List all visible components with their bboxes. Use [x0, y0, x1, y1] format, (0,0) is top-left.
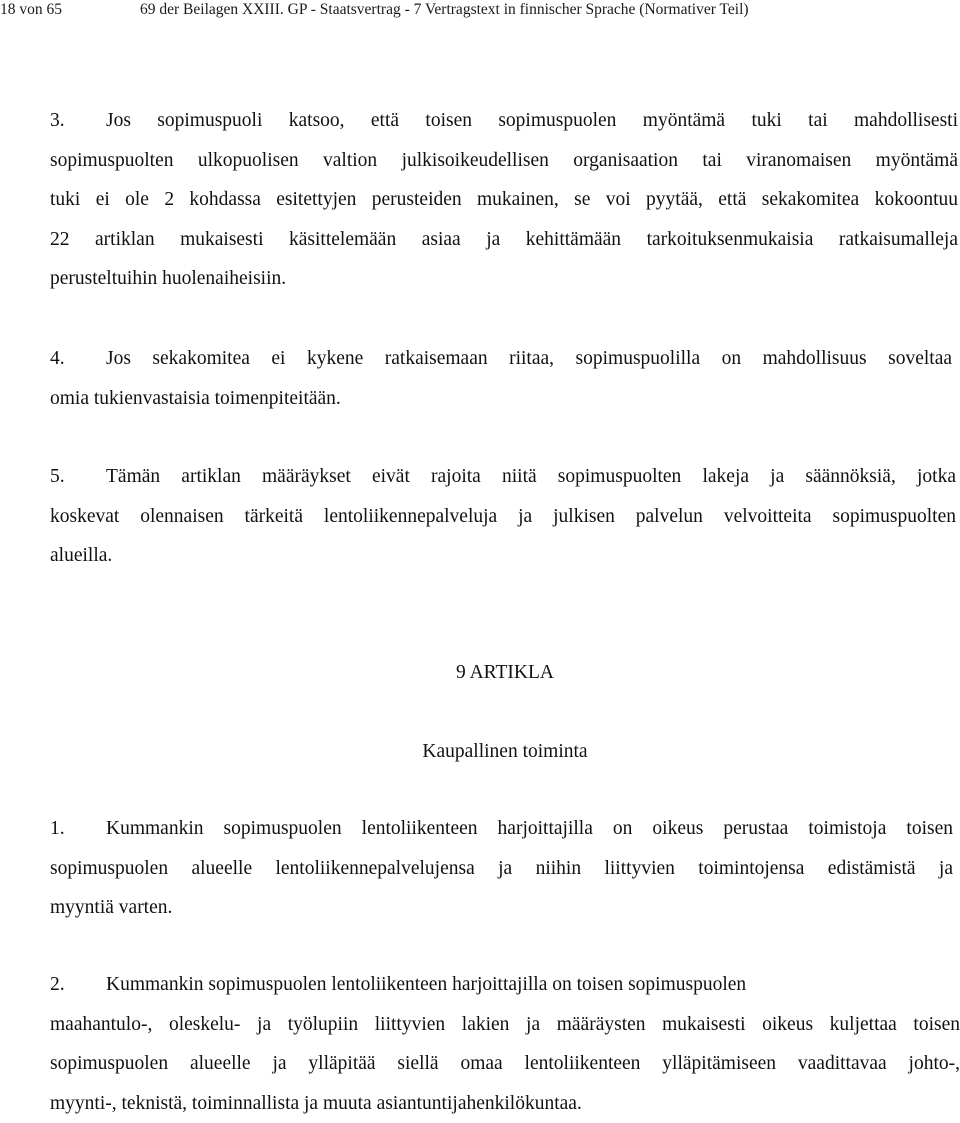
paragraph-line: myynti-, teknistä, toiminnallista ja muuta asiantuntijahenkilökuntaa.	[50, 1084, 960, 1123]
paragraph-line: sopimuspuolen alueelle ja ylläpitää siellä omaa lentoliikenteen ylläpitämiseen vaadittavaa johto-,	[50, 1044, 960, 1084]
article-subheading: Kaupallinen toiminta	[0, 740, 960, 764]
document-title: 69 der Beilagen XXIII. GP - Staatsvertrag - 7 Vertragstext in finnischer Sprache (Normativer Teil)	[140, 0, 749, 20]
paragraph-3	[50, 101, 958, 299]
paragraph-line: 2. Kummankin sopimuspuolen lentoliikenteen harjoittajilla on toisen sopimuspuolen	[50, 965, 960, 1005]
paragraph-number: 3.	[50, 101, 106, 141]
paragraph-line: maahantulo-, oleskelu- ja työlupiin liittyvien lakien ja määräysten mukaisesti oikeus kuljettaa toisen	[50, 1005, 960, 1045]
paragraph-line: sopimuspuolen alueelle lentoliikennepalvelujensa ja niihin liittyvien toimintojensa edistämistä ja	[50, 849, 953, 889]
paragraph-line: omia tukienvastaisia toimenpiteitään.	[50, 379, 952, 419]
article-paragraph-1	[50, 809, 953, 928]
article-paragraph-2	[50, 965, 960, 1123]
paragraph-line: 3. Jos sopimuspuoli katsoo, että toisen sopimuspuolen myöntämä tuki tai mahdollisesti	[50, 101, 958, 141]
paragraph-line: sopimuspuolten ulkopuolisen valtion julkisoikeudellisen organisaation tai viranomaisen myöntämä	[50, 141, 958, 181]
paragraph-5	[50, 457, 956, 576]
paragraph-line: tuki ei ole 2 kohdassa esitettyjen perusteiden mukainen, se voi pyytää, että sekakomitea kokoontuu	[50, 180, 958, 220]
paragraph-number: 2.	[50, 965, 106, 1005]
paragraph-line: 22 artiklan mukaisesti käsittelemään asiaa ja kehittämään tarkoituksenmukaisia ratkaisumalleja	[50, 220, 958, 260]
paragraph-line: perusteltuihin huolenaiheisiin.	[50, 259, 958, 299]
article-heading: 9 ARTIKLA	[0, 661, 960, 685]
paragraph-line: koskevat olennaisen tärkeitä lentoliikennepalveluja ja julkisen palvelun velvoitteita sopimuspuolten	[50, 497, 956, 537]
page-number: 18 von 65	[0, 0, 62, 20]
paragraph-number: 4.	[50, 339, 106, 379]
paragraph-line: myyntiä varten.	[50, 888, 953, 928]
paragraph-number: 5.	[50, 457, 106, 497]
paragraph-line: 5. Tämän artiklan määräykset eivät rajoita niitä sopimuspuolten lakeja ja säännöksiä, jotka	[50, 457, 956, 497]
paragraph-number: 1.	[50, 809, 106, 849]
paragraph-line: alueilla.	[50, 536, 956, 576]
paragraph-4	[50, 339, 952, 418]
paragraph-line: 1. Kummankin sopimuspuolen lentoliikenteen harjoittajilla on oikeus perustaa toimistoja toisen	[50, 809, 953, 849]
paragraph-line: 4. Jos sekakomitea ei kykene ratkaisemaan riitaa, sopimuspuolilla on mahdollisuus soveltaa	[50, 339, 952, 379]
